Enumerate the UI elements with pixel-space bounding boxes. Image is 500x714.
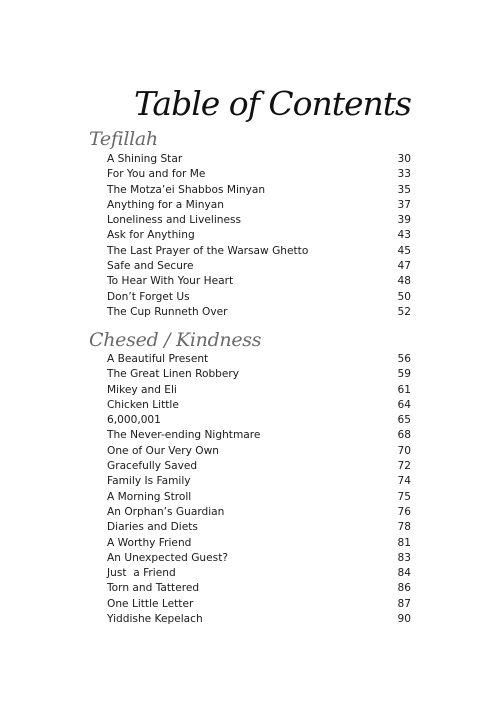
toc-entry <box>107 259 411 274</box>
toc-entry <box>107 490 411 505</box>
toc-entry <box>107 413 411 428</box>
toc-entry-page-number: 70 <box>397 444 411 457</box>
toc-entry-title: The Great Linen Robbery <box>107 368 240 381</box>
toc-entry-page-number: 52 <box>397 305 411 318</box>
toc-entry-title: A Shining Star <box>107 153 183 165</box>
toc-entry <box>107 444 411 459</box>
toc-entry-page-number: 76 <box>397 505 411 518</box>
toc-entry-page-number: 64 <box>397 398 411 411</box>
toc-entry <box>107 536 411 551</box>
toc-entry-title: Torn and Tattered <box>107 582 200 595</box>
toc-entry <box>107 244 411 259</box>
toc-entry <box>107 367 411 382</box>
page-title: Table of Contents <box>133 84 411 123</box>
toc-entry <box>107 290 411 305</box>
toc-entry-page-number: 75 <box>397 490 411 503</box>
toc-entry-page-number: 59 <box>397 368 411 381</box>
toc-entry <box>107 551 411 566</box>
toc-entry-title: The Cup Runneth Over <box>107 305 228 318</box>
toc-entry <box>107 213 411 228</box>
section-heading-chesed: Chesed / Kindness <box>89 329 262 351</box>
toc-entry-title: One Little Letter <box>107 597 194 610</box>
toc-entry-title: A Morning Stroll <box>107 490 192 503</box>
toc-entry-title: One of Our Very Own <box>107 444 219 457</box>
toc-entry-title: Just a Friend <box>107 567 176 580</box>
toc-entry-page-number: 43 <box>397 229 411 242</box>
toc-list-tefillah <box>107 152 411 320</box>
toc-entry-title: The Motza’ei Shabbos Minyan <box>107 183 266 196</box>
toc-entry-title: To Hear With Your Heart <box>107 275 234 288</box>
toc-entry-title: Chicken Little <box>107 398 179 411</box>
toc-entry-page-number: 45 <box>397 244 411 257</box>
toc-entry-title: Ask for Anything <box>107 229 195 242</box>
toc-entry-title: An Unexpected Guest? <box>107 551 228 564</box>
toc-entry <box>107 597 411 612</box>
toc-entry-page-number: 65 <box>397 414 411 427</box>
toc-entry-page-number: 83 <box>397 551 411 564</box>
toc-entry-title: Yiddishe Kepelach <box>107 613 203 626</box>
toc-entry <box>107 612 411 627</box>
toc-entry-title: A Worthy Friend <box>107 536 192 549</box>
toc-entry <box>107 228 411 243</box>
toc-entry-page-number: 74 <box>397 475 411 488</box>
toc-entry-title: Diaries and Diets <box>107 521 198 534</box>
toc-entry-page-number: 48 <box>397 275 411 288</box>
toc-entry-page-number: 30 <box>397 153 411 165</box>
toc-entry <box>107 520 411 535</box>
toc-entry-title: Don’t Forget Us <box>107 290 190 303</box>
toc-entry-page-number: 39 <box>397 214 411 227</box>
toc-entry-title: Loneliness and Liveliness <box>107 214 242 227</box>
toc-entry <box>107 183 411 198</box>
toc-entry-page-number: 68 <box>397 429 411 442</box>
toc-entry-page-number: 86 <box>397 582 411 595</box>
toc-entry-title: Anything for a Minyan <box>107 198 224 211</box>
toc-entry-page-number: 33 <box>397 168 411 181</box>
toc-entry <box>107 581 411 596</box>
toc-entry-page-number: 56 <box>397 353 411 365</box>
toc-entry-page-number: 35 <box>397 183 411 196</box>
toc-entry-title: A Beautiful Present <box>107 353 209 365</box>
toc-entry-page-number: 72 <box>397 460 411 473</box>
toc-entry <box>107 505 411 520</box>
toc-entry <box>107 428 411 443</box>
toc-entry-title: The Last Prayer of the Warsaw Ghetto <box>107 244 309 257</box>
toc-entry-page-number: 50 <box>397 290 411 303</box>
toc-entry <box>107 352 411 367</box>
toc-entry-page-number: 61 <box>397 383 411 396</box>
toc-entry <box>107 305 411 320</box>
toc-entry-title: An Orphan’s Guardian <box>107 505 225 518</box>
toc-entry-title: Gracefully Saved <box>107 460 198 473</box>
toc-entry <box>107 152 411 167</box>
toc-entry <box>107 474 411 489</box>
toc-entry-title: Mikey and Eli <box>107 383 177 396</box>
toc-entry <box>107 198 411 213</box>
toc-entry-page-number: 84 <box>397 567 411 580</box>
toc-list-chesed <box>107 352 411 627</box>
toc-entry-page-number: 78 <box>397 521 411 534</box>
toc-entry <box>107 459 411 474</box>
toc-entry <box>107 167 411 182</box>
toc-entry-page-number: 87 <box>397 597 411 610</box>
toc-entry-page-number: 81 <box>397 536 411 549</box>
toc-entry-title: 6,000,001 <box>107 414 161 427</box>
toc-entry-page-number: 90 <box>397 613 411 626</box>
toc-entry-title: For You and for Me <box>107 168 206 181</box>
toc-entry-title: Family Is Family <box>107 475 191 488</box>
toc-entry <box>107 383 411 398</box>
toc-entry <box>107 274 411 289</box>
toc-entry-title: Safe and Secure <box>107 260 194 273</box>
toc-entry <box>107 398 411 413</box>
toc-entry-title: The Never-ending Nightmare <box>107 429 261 442</box>
toc-entry-page-number: 37 <box>397 198 411 211</box>
toc-entry-page-number: 47 <box>397 260 411 273</box>
toc-entry <box>107 566 411 581</box>
section-heading-tefillah: Tefillah <box>89 128 158 150</box>
